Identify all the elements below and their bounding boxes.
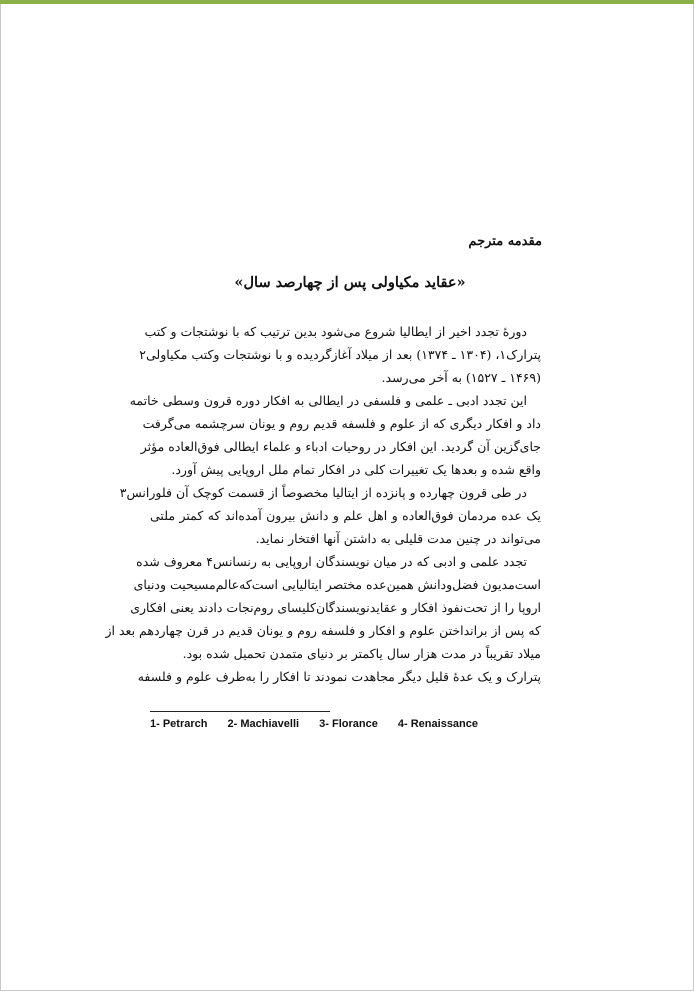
footnotes (150, 718, 541, 730)
text-line: این تجدد ادبی ـ علمی و فلسفی در ایطالی به افکار دوره قرون وسطی خاتمه (129, 393, 527, 408)
paragraph-3 (119, 481, 541, 550)
footnote-3: 3- Florance (319, 718, 378, 730)
text-line: تجدد علمی و ادبی که در میان نویسندگان اروپایی به رنسانس۴ معروف شده (136, 554, 527, 569)
text-line: که پس از برانداختن علوم و افکار و فلسفه روم و یونان قدیم در قرن چهاردهم بعد از (105, 623, 541, 638)
text-line: اروپا را از تحت‌نفوذ افکار و عقایدنویسندگان‌کلیسای روم‌نجات دادند یعنی افکاری (130, 600, 541, 615)
text-line: جای‌گزین آن گردید. این افکار در روحیات ادباء و علماء ایطالی فوق‌العاده مؤثر (140, 439, 541, 454)
paragraph-2 (129, 389, 541, 481)
section-title: مقدمه مترجم (468, 234, 542, 249)
paragraph-4 (105, 550, 541, 665)
text-line: (۱۴۶۹ ـ ۱۵۲۷) به آخر می‌رسد. (381, 370, 541, 385)
footnote-2: 2- Machiavelli (227, 718, 300, 730)
text-line: پترارک و یک عدهٔ قلیل دیگر مجاهدت نمودند تا افکار را به‌طرف علوم و فلسفه (137, 669, 541, 684)
paragraph-5 (137, 665, 541, 688)
text-line: در طی قرون چهارده و پانزده از ایتالیا مخصوصاً از قسمت کوچک آن فلورانس۳ (119, 485, 527, 500)
text-line: دورهٔ تجدد اخیر از ایطالیا شروع می‌شود بدین ترتیب که با نوشتجات و کتب (144, 324, 527, 339)
paragraph-1 (139, 320, 541, 389)
footnote-4: 4- Renaissance (397, 718, 479, 730)
footnote-divider (150, 711, 330, 712)
body-text (105, 320, 541, 688)
text-line: واقع شده و بعدها یک تغییرات کلی در افکار تمام ملل اروپایی پیش آورد. (171, 462, 541, 477)
main-title: «عقاید مکیاولی پس از چهارصد سال» (234, 274, 466, 291)
text-line: می‌تواند در چنین مدت قلیلی به داشتن آنها افتخار نماید. (255, 531, 541, 546)
text-line: یک عده مردمان فوق‌العاده و اهل علم و دانش بیرون آمده‌اند که کمتر ملتی (150, 508, 541, 523)
text-line: است‌مدیون فضل‌ودانش همین‌عده مختصر ایتالیایی است‌که‌عالم‌مسیحیت ودنیای (133, 577, 541, 592)
text-line: داد و افکار دیگری که از علوم و فلسفه قدیم روم و یونان سرچشمه می‌گرفت (142, 416, 541, 431)
text-line: میلاد تقریباً در مدت هزار سال یاکمتر بر دنیای متمدن تحمیل شده بود. (182, 646, 541, 661)
text-line: پترارک۱، (۱۳۰۴ ـ ۱۳۷۴) بعد از میلاد آغازگردیده و با نوشتجات وکتب مکیاولی۲ (139, 347, 541, 362)
footnote-1: 1- Petrarch (150, 718, 208, 730)
